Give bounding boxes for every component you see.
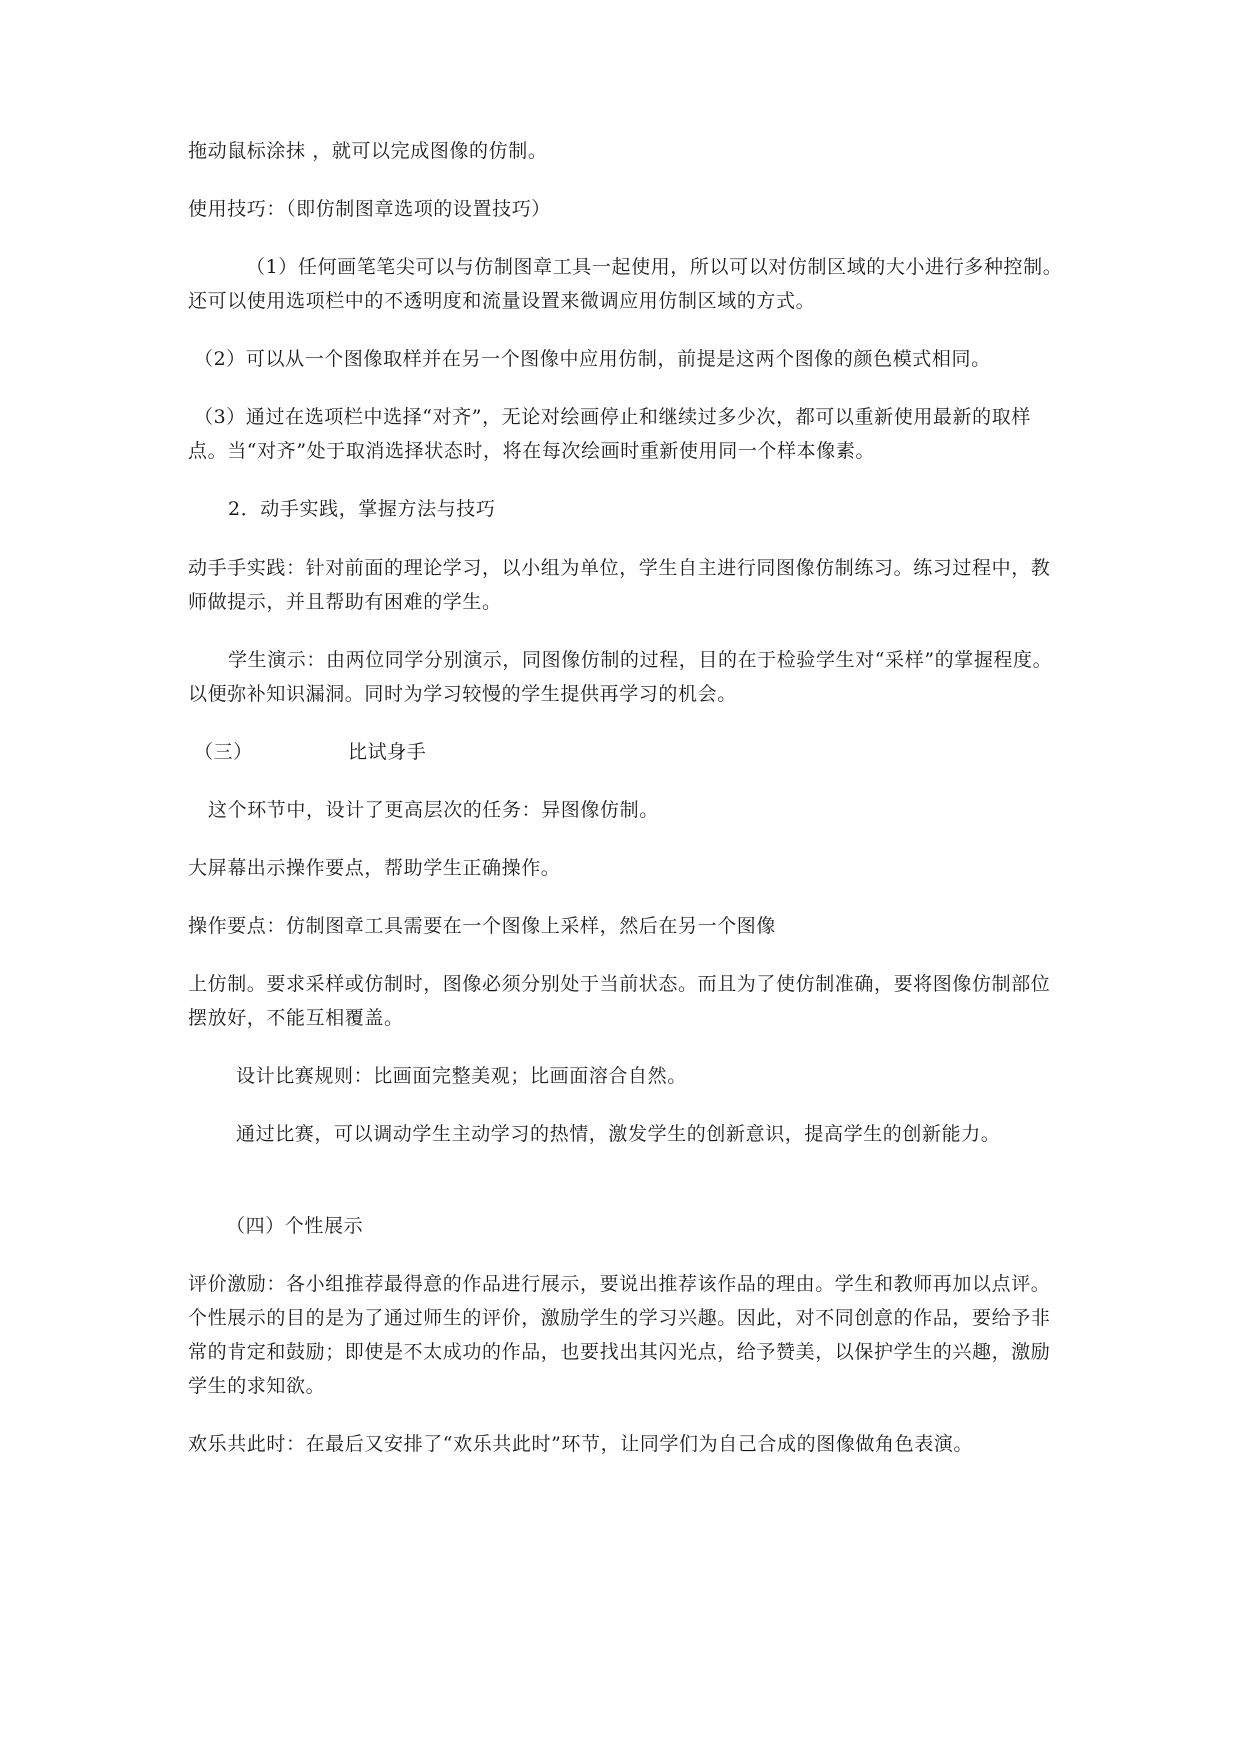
paragraph-task: 这个环节中，设计了更高层次的任务：异图像仿制。	[208, 799, 659, 821]
paragraph-tip-1: （1）任何画笔笔尖可以与仿制图章工具一起使用，所以可以对仿制区域的大小进行多种控制。还可以使用选项栏中的不透明度和流量设置来微调应用仿制区域的方式。	[188, 256, 1063, 312]
paragraph-contest-benefit: 通过比赛，可以调动学生主动学习的热情，激发学生的创新意识，提高学生的创新能力。	[236, 1123, 1001, 1145]
paragraph-contest-rules: 设计比赛规则：比画面完整美观；比画面溶合自然。	[236, 1065, 687, 1087]
paragraph-celebration: 欢乐共此时：在最后又安排了“欢乐共此时”环节，让同学们为自己合成的图像做角色表演。	[188, 1433, 974, 1455]
section-heading-showcase: （四）个性展示	[226, 1215, 364, 1237]
section-title: 比试身手	[348, 741, 427, 763]
paragraph-evaluation: 评价激励：各小组推荐最得意的作品进行展示，要说出推荐该作品的理由。学生和教师再加以点评。个性展示的目的是为了通过师生的评价，激励学生的学习兴趣。因此，对不同创意的作品，要给予非常的肯定和鼓励；即使是不太成功的作品，也要找出其闪光点，给予赞美，以保护学生的兴趣，激励学生的求知欲。	[188, 1273, 1051, 1397]
paragraph-student-demo: 学生演示：由两位同学分别演示，同图像仿制的过程，目的在于检验学生对“采样”的掌握程度。以便弥补知识漏洞。同时为学习较慢的学生提供再学习的机会。	[188, 649, 1053, 705]
paragraph-operation-detail: 上仿制。要求采样或仿制时，图像必须分别处于当前状态。而且为了使仿制准确，要将图像仿制部位摆放好，不能互相覆盖。	[188, 973, 1051, 1029]
section-heading-practice: 2．动手实践，掌握方法与技巧	[228, 498, 496, 520]
paragraph-tips-heading: 使用技巧：（即仿制图章选项的设置技巧）	[188, 198, 551, 220]
paragraph-operation-points: 操作要点：仿制图章工具需要在一个图像上采样，然后在另一个图像	[188, 915, 777, 937]
paragraph-screen-points: 大屏幕出示操作要点，帮助学生正确操作。	[188, 857, 561, 879]
section-number: （三）	[194, 741, 253, 763]
paragraph-tip-2: （2）可以从一个图像取样并在另一个图像中应用仿制，前提是这两个图像的颜色模式相同。	[194, 348, 991, 370]
paragraph-hands-on: 动手手实践：针对前面的理论学习，以小组为单位，学生自主进行同图像仿制练习。练习过程中，教师做提示，并且帮助有困难的学生。	[188, 557, 1051, 613]
paragraph-tip-3: （3）通过在选项栏中选择“对齐”，无论对绘画停止和继续过多少次，都可以重新使用最新的取样点。当“对齐”处于取消选择状态时，将在每次绘画时重新使用同一个样本像素。	[188, 406, 1031, 462]
section-heading-competition	[188, 735, 1068, 769]
paragraph-clone-intro: 拖动鼠标涂抹 ，就可以完成图像的仿制。	[188, 140, 548, 162]
